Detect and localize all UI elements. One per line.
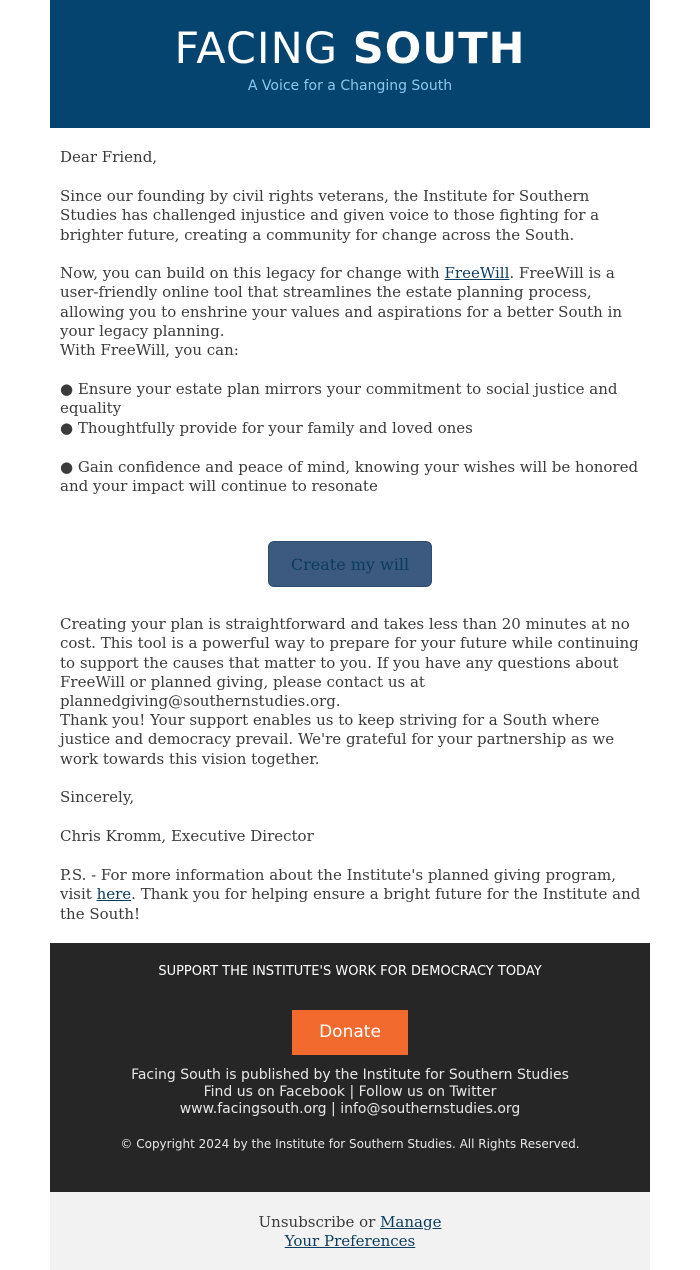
paragraph-with-freewill: With FreeWill, you can: — [60, 341, 239, 359]
freewill-link[interactable]: FreeWill — [444, 264, 510, 282]
copyright: © Copyright 2024 by the Institute for Southern Studies. All Rights Reserved. — [120, 1137, 580, 1151]
contact-line — [50, 1101, 650, 1118]
bullet-item: ● Gain confidence and peace of mind, knowing your wishes will be honored and your impact will continue to resonate — [60, 458, 639, 496]
unsubscribe-text: Unsubscribe or — [258, 1213, 381, 1231]
twitter-link[interactable]: Follow us on Twitter — [358, 1084, 497, 1100]
bullet-item: ● Thoughtfully provide for your family and loved ones — [60, 419, 473, 437]
create-my-will-button[interactable]: Create my will — [268, 541, 432, 587]
p2-after: . FreeWill is a user-friendly online tool that streamlines the estate planning process, allowing you to enshrine your values and aspirations for a better South in your legacy planning. — [60, 264, 623, 340]
website-link[interactable]: www.facingsouth.org — [179, 1101, 327, 1117]
p2-before: Now, you can build on this legacy for change with — [60, 264, 445, 282]
bullet-item: ● Ensure your estate plan mirrors your commitment to social justice and equality — [60, 380, 618, 418]
separator: | — [326, 1101, 341, 1117]
footer-info — [50, 1067, 650, 1118]
logo-light-text: FACING — [174, 24, 339, 74]
paragraph-thank-you: Thank you! Your support enables us to keep striving for a South where justice and democracy prevail. We're grateful for your partnership as we work towards this vision together. — [60, 711, 615, 768]
donate-button[interactable]: Donate — [292, 1010, 408, 1055]
header-banner — [50, 0, 650, 128]
unsubscribe-block — [50, 1213, 650, 1251]
social-line — [50, 1084, 650, 1101]
paragraph-founding: Since our founding by civil rights veterans, the Institute for Southern Studies has challenged injustice and given voice to those fighting for a brighter future, creating a community for change across the South. — [60, 187, 600, 244]
tagline: A Voice for a Changing South — [247, 78, 453, 94]
support-heading: SUPPORT THE INSTITUTE'S WORK FOR DEMOCRACY TODAY — [158, 964, 542, 979]
logo-bold-text: SOUTH — [352, 24, 526, 74]
closing: Sincerely, — [60, 788, 135, 806]
greeting: Dear Friend, — [60, 148, 158, 166]
email-container — [50, 0, 650, 1250]
facing-south-logo[interactable] — [50, 26, 650, 72]
ps-after: . Thank you for helping ensure a bright future for the Institute and the South! — [60, 885, 641, 923]
paragraph-freewill — [60, 264, 645, 341]
publisher-line: Facing South is published by the Institute for Southern Studies — [131, 1067, 569, 1083]
postscript — [60, 866, 645, 924]
manage-preferences-link[interactable]: Manage — [380, 1213, 442, 1231]
paragraph-plan-info: Creating your plan is straightforward and takes less than 20 minutes at no cost. This tool is a powerful way to prepare for your future while continuing to support the causes that matter to you. If you have any questions about FreeWill or planned giving, please contact us at plannedgiving@southernstudies.org. — [60, 615, 639, 711]
separator: | — [345, 1084, 359, 1100]
email-link[interactable]: info@southernstudies.org — [340, 1101, 521, 1117]
facebook-link[interactable]: Find us on Facebook — [203, 1084, 345, 1100]
signature: Chris Kromm, Executive Director — [60, 827, 314, 845]
preferences-bar — [50, 1192, 650, 1270]
here-link[interactable]: here — [96, 885, 132, 904]
footer — [50, 943, 650, 1192]
manage-preferences-link-line2[interactable]: Your Preferences — [284, 1232, 416, 1250]
ps-before: P.S. - For more information about the Institute's planned giving program, visit — [60, 866, 617, 904]
